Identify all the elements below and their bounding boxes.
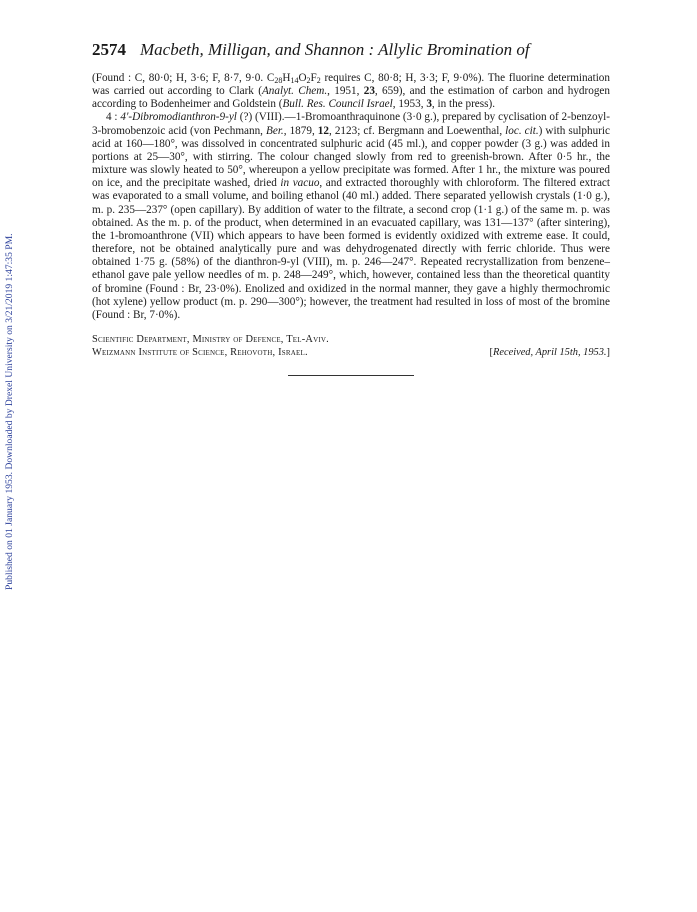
page-header [92,40,610,60]
affiliation-line-2: Weizmann Institute of Science, Rehovoth, Israel. [92,346,308,358]
running-title: Macbeth, Milligan, and Shannon : Allylic Bromination of [140,40,530,59]
article-page [92,40,610,376]
paragraph-dibromodianthronyl: 4 : 4'-Dibromodianthron-9-yl (?) (VIII).—1-Bromoanthraquinone (3·0 g.), prepared by cyclisation of 2-benzoyl-3-bromobenzoic acid (von Pechmann, Ber., 1879, 12, 2123; cf. Bergmann and Loewenthal, loc. cit.) with sulphuric acid at 160—180°, was dissolved in concentrated sulphuric acid (45 ml.), and copper powder (3 g.) was added in portions at 25—30°, with stirring. The colour changed slowly from red to greenish-brown. After 0·5 hr., the mixture was slowly heated to 50°, whereupon a yellow precipitate was formed. After 1 hr., the mixture was poured on ice, and the precipitate washed, dried in vacuo, and extracted thoroughly with chloroform. The filtered extract was evaporated to a small volume, and boiling ethanol (40 ml.) added. There separated yellowish crystals (1·0 g.), m. p. 235—237° (open capillary). By addition of water to the filtrate, a second crop (1·1 g.) of the same m. p. was obtained. As the m. p. of the product, when determined in an evacuated capillary, was 131—137° (after sintering), the 1-bromoanthrone (VII) which appears to have been formed is evidently oxidized with extreme ease. It could, therefore, not be obtained analytically pure and was dehydrogenated directly with ferric chloride. Thus were obtained 1·75 g. (58%) of the dianthron-9-yl (VIII), m. p. 246—247°. Repeated recrystallization from benzene–ethanol gave pale yellow needles of m. p. 248—249°, which, however, contained less than the theoretical quantity of bromine (Found : Br, 23·0%). Enolized and oxidized in the normal manner, they gave a highly thermochromic (hot xylene) yellow product (m. p. 290—300°); however, the treatment had resulted in loss of most of the bromine (Found : Br, 7·0%). [92,111,611,321]
download-watermark: Published on 01 January 1953. Downloaded by Drexel University on 3/21/2019 1:47:35 PM. [4,233,15,590]
compound-title: 4'-Dibromodianthron-9-yl [120,111,237,124]
affiliation-line-1: Scientific Department, Ministry of Defence, Tel-Aviv. [92,333,329,345]
paragraph-found-analysis: (Found : C, 80·0; H, 3·6; F, 8·7, 9·0. $C_{28}H_{14}O_2F_2$ requires C, 80·8; H, 3·3; F, 9·0%). The fluorine determination was carried out according to Clark (Analyt. Chem., 1951, 23, 659), and the estimation of carbon and hydrogen according to Bodenheimer and Goldstein (Bull. Res. Council Israel, 1953, 3, in the press). [92,72,610,111]
received-date: [Received, April 15th, 1953.] [489,346,610,358]
section-divider [288,375,414,376]
author-affiliation [92,334,610,359]
article-body [92,72,610,322]
page-number: 2574 [92,40,126,59]
